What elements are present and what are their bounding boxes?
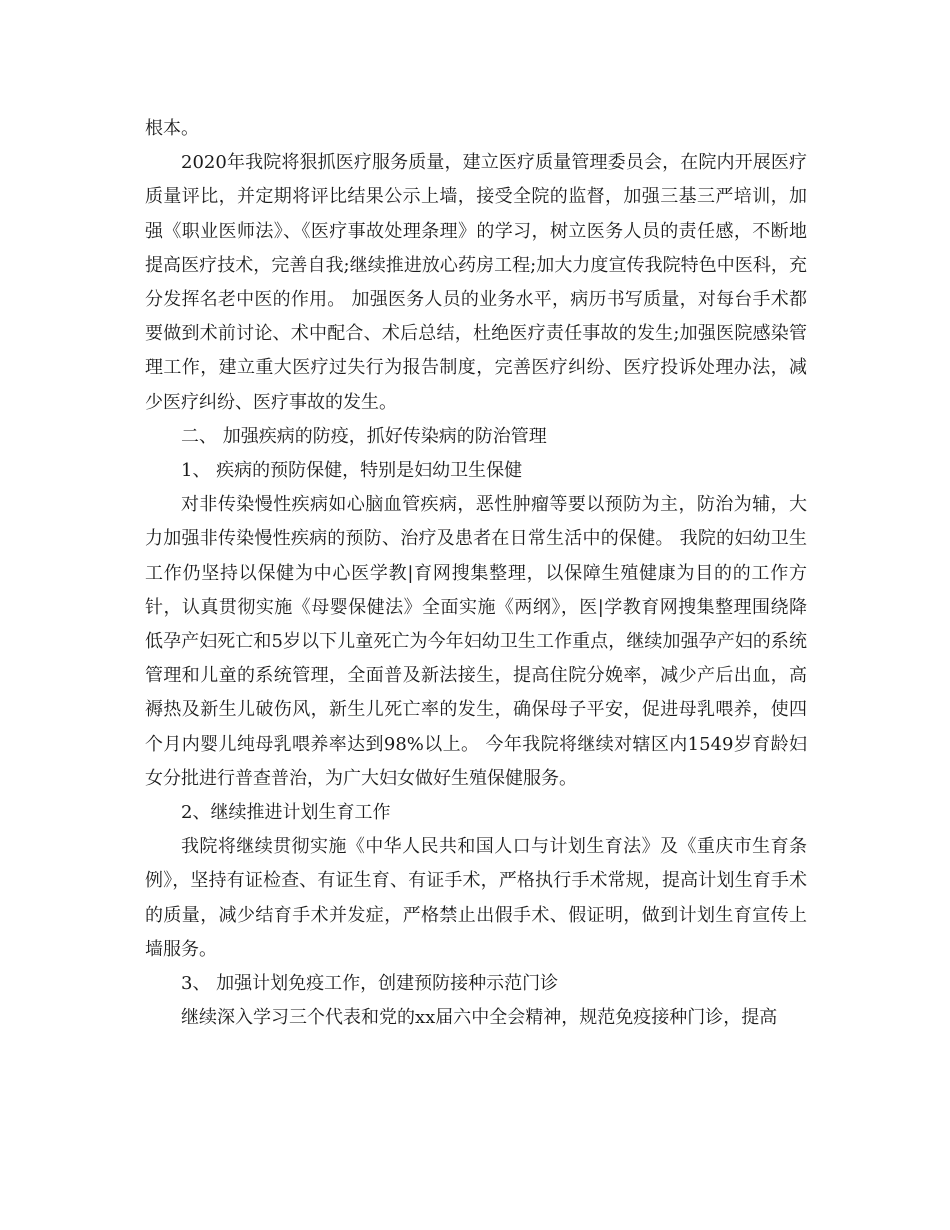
paragraph-continuation: 根本。 bbox=[145, 118, 199, 139]
section-heading-disease-prevention: 二、 加强疾病的防疫，抓好传染病的防治管理 bbox=[181, 425, 547, 447]
document-body bbox=[145, 112, 807, 1035]
subsection-heading-family-planning: 2、继续推进计划生育工作 bbox=[181, 802, 391, 824]
subsection-heading-immunization: 3、 加强计划免疫工作，创建预防接种示范门诊 bbox=[181, 973, 559, 995]
paragraph-chronic-disease-maternal-health: 对非传染慢性疾病如心脑血管疾病，恶性肿瘤等要以预防为主，防治为辅，大力加强非传染慢性疾病的预防、治疗及患者在日常生活中的保健。 我院的妇幼卫生工作仍坚持以保健为中心医学教|育网搜集整理，以保障生殖健康为目的的工作方针，认真贯彻实施《母婴保健法》全面实施《两纲》，医|学教育网搜集整理围绕降低孕产妇死亡和5岁以下儿童死亡为今年妇幼卫生工作重点，继续加强孕产妇的系统管理和儿童的系统管理，全面普及新法接生，提高住院分娩率，减少产后出血，高褥热及新生儿破伤风，新生儿死亡率的发生，确保母子平安，促进母乳喂养，使四个月内婴儿纯母乳喂养率达到98%以上。 今年我院将继续对辖区内1549岁育龄妇女分批进行普查普治，为广大妇女做好生殖保健服务。 bbox=[145, 494, 807, 789]
paragraph-family-planning: 我院将继续贯彻实施《中华人民共和国人口与计划生育法》及《重庆市生育条例》，坚持有证检查、有证生育、有证手术，严格执行手术常规，提高计划生育手术的质量，减少结育手术并发症，严格禁止出假手术、假证明，做到计划生育宣传上墙服务。 bbox=[145, 836, 807, 960]
paragraph-quality-management: 2020年我院将狠抓医疗服务质量，建立医疗质量管理委员会，在院内开展医疗质量评比，并定期将评比结果公示上墙，接受全院的监督，加强三基三严培训，加强《职业医师法》、《医疗事故处理条理》的学习，树立医务人员的责任感，不断地提高医疗技术，完善自我;继续推进放心药房工程;加大力度宣传我院特色中医科，充分发挥名老中医的作用。 加强医务人员的业务水平，病历书写质量，对每台手术都要做到术前讨论、术中配合、术后总结，杜绝医疗责任事故的发生;加强医院感染管理工作，建立重大医疗过失行为报告制度，完善医疗纠纷、医疗投诉处理办法，减少医疗纠纷、医疗事故的发生。 bbox=[145, 152, 807, 413]
subsection-heading-maternal-child-health: 1、 疾病的预防保健，特别是妇幼卫生保健 bbox=[181, 460, 523, 482]
paragraph-immunization: 继续深入学习三个代表和党的xx届六中全会精神，规范免疫接种门诊，提高 bbox=[181, 1007, 778, 1029]
